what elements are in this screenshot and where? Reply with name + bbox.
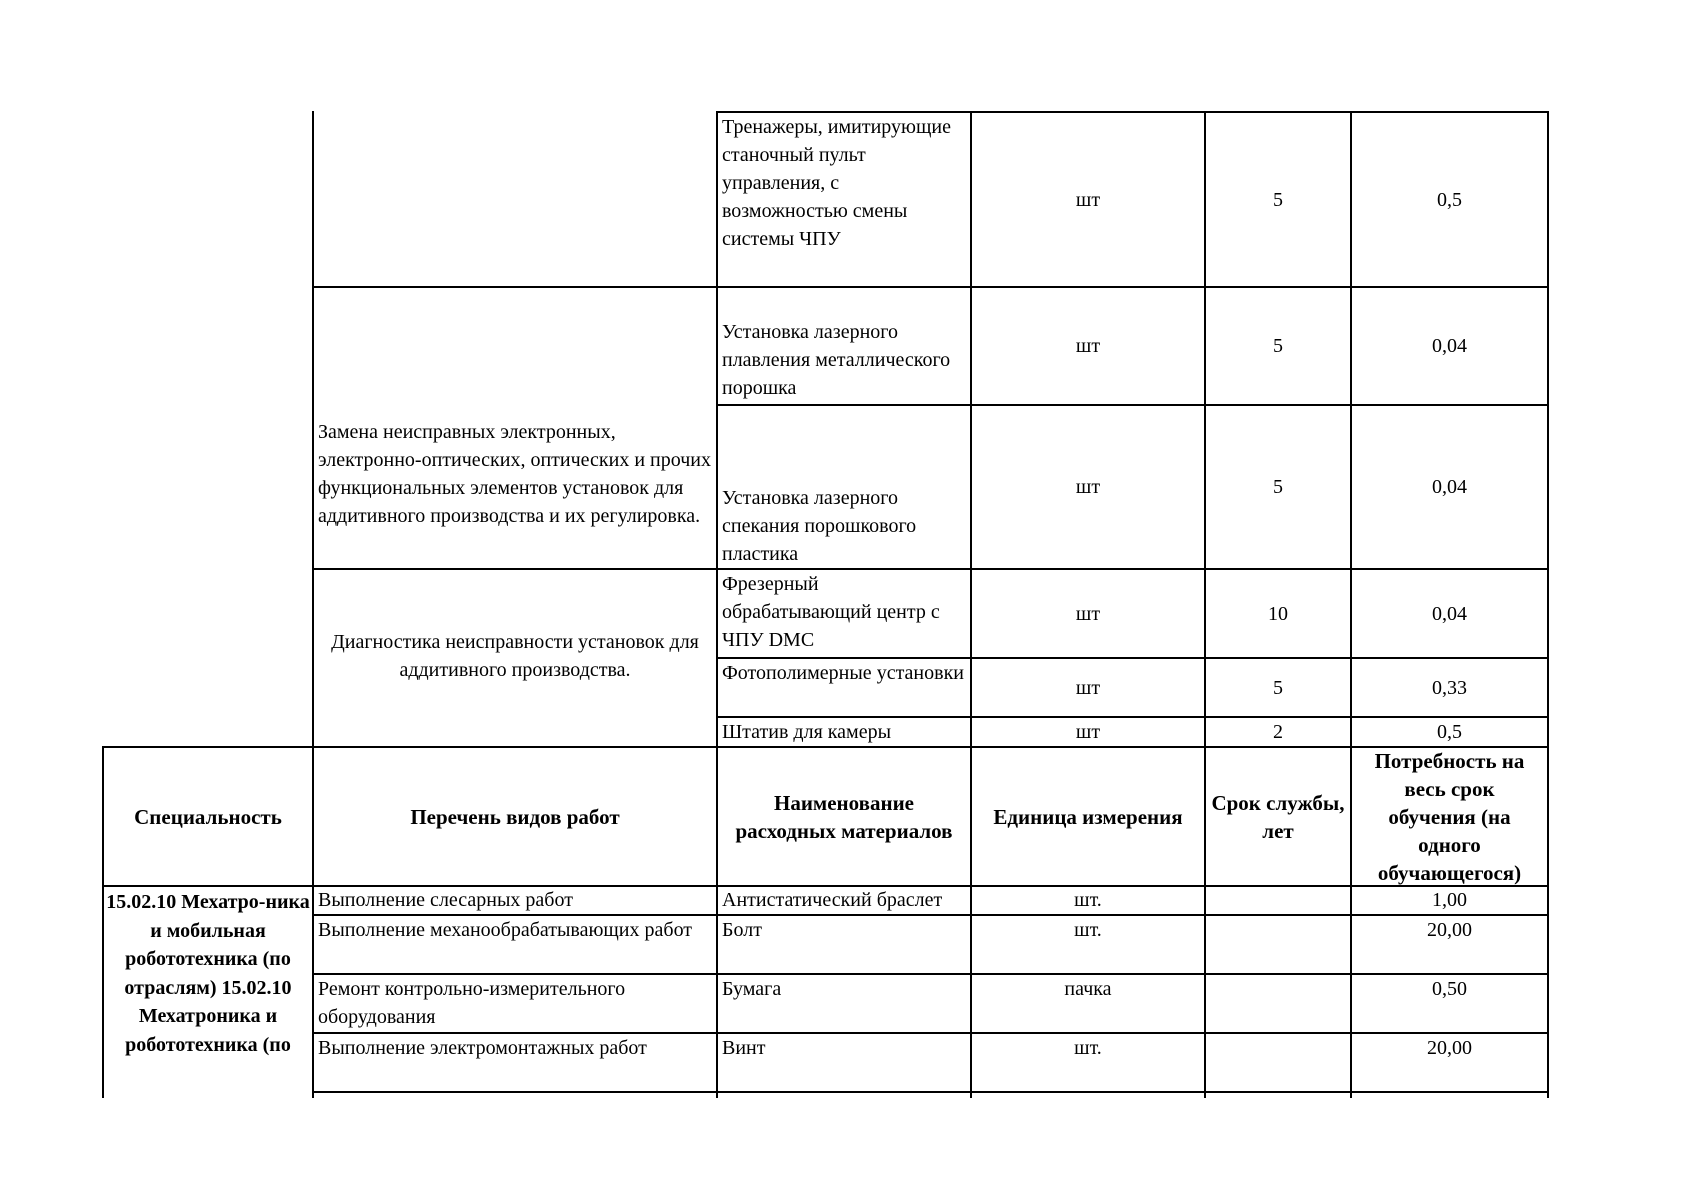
unit-cell: шт. <box>1074 919 1102 941</box>
material-cell: Бумага <box>722 978 782 1000</box>
need-cell: 0,04 <box>1432 602 1467 625</box>
material-cell: Установка лазерного спекания порошкового пластика <box>722 487 917 565</box>
service-life-cell: 10 <box>1268 602 1288 625</box>
unit-cell: пачка <box>1064 978 1112 1000</box>
unit-cell: шт <box>1075 602 1101 625</box>
service-life-cell: 5 <box>1273 476 1283 498</box>
work-cell: Выполнение механообрабатывающих работ <box>318 919 693 941</box>
unit-cell: шт <box>1075 721 1101 743</box>
header-work-types: Перечень видов работ <box>410 804 620 829</box>
header-need: Потребность на весь срок обучения (на одного обучающегося) <box>1374 748 1525 885</box>
table-border <box>312 1091 1549 1093</box>
header-service-life: Срок службы, лет <box>1211 790 1345 843</box>
work-cell: Выполнение слесарных работ <box>318 889 573 911</box>
work-type-cell: Диагностика неисправности установок для аддитивного производства. <box>331 631 699 681</box>
table-border <box>312 111 314 1098</box>
unit-cell: шт. <box>1074 1037 1102 1059</box>
need-cell: 0,5 <box>1437 721 1462 743</box>
material-cell: Винт <box>722 1037 766 1059</box>
need-cell: 0,33 <box>1432 676 1467 699</box>
header-material: Наименование расходных материалов <box>735 790 953 843</box>
header-specialty: Специальность <box>134 804 282 829</box>
material-cell: Тренажеры, имитирующие станочный пульт управления, с возможностью смены системы ЧПУ <box>722 116 951 250</box>
material-cell: Фотополимерные установки <box>722 662 964 684</box>
work-type-cell: Замена неисправных электронных, электронно-оптических, оптических и прочих функциональных элементов установок для аддитивного производства и их регулировка. <box>318 421 711 527</box>
service-life-cell: 5 <box>1273 188 1283 211</box>
need-cell: 0,04 <box>1432 335 1467 357</box>
material-cell: Фрезерный обрабатывающий центр с ЧПУ DMC <box>722 573 940 651</box>
material-cell: Установка лазерного плавления металлического порошка <box>722 321 951 399</box>
specialty-cell: 15.02.10 Мехатро-ника и мобильная робототехника (по отраслям) 15.02.10 Мехатроника и робототехника (по <box>106 891 310 1056</box>
need-cell: 20,00 <box>1427 1037 1472 1059</box>
service-life-cell: 2 <box>1273 721 1283 743</box>
work-cell: Ремонт контрольно-измерительного оборудования <box>318 978 626 1028</box>
table-border <box>1547 111 1549 1098</box>
table-border <box>716 404 1549 406</box>
service-life-cell: 5 <box>1273 335 1283 357</box>
unit-cell: шт <box>1075 676 1101 699</box>
unit-cell: шт <box>1075 188 1101 211</box>
unit-cell: шт <box>1075 476 1101 498</box>
unit-cell: шт. <box>1074 889 1102 911</box>
header-unit: Единица измерения <box>993 804 1183 829</box>
material-cell: Антистатический браслет <box>722 889 943 911</box>
service-life-cell: 5 <box>1273 676 1283 699</box>
work-cell: Выполнение электромонтажных работ <box>318 1037 647 1059</box>
unit-cell: шт <box>1075 335 1101 357</box>
need-cell: 20,00 <box>1427 919 1472 941</box>
need-cell: 0,04 <box>1432 476 1467 498</box>
need-cell: 0,50 <box>1432 978 1467 1000</box>
material-cell: Штатив для камеры <box>722 721 892 743</box>
need-cell: 1,00 <box>1432 889 1467 911</box>
need-cell: 0,5 <box>1437 188 1462 211</box>
material-cell: Болт <box>722 919 762 941</box>
